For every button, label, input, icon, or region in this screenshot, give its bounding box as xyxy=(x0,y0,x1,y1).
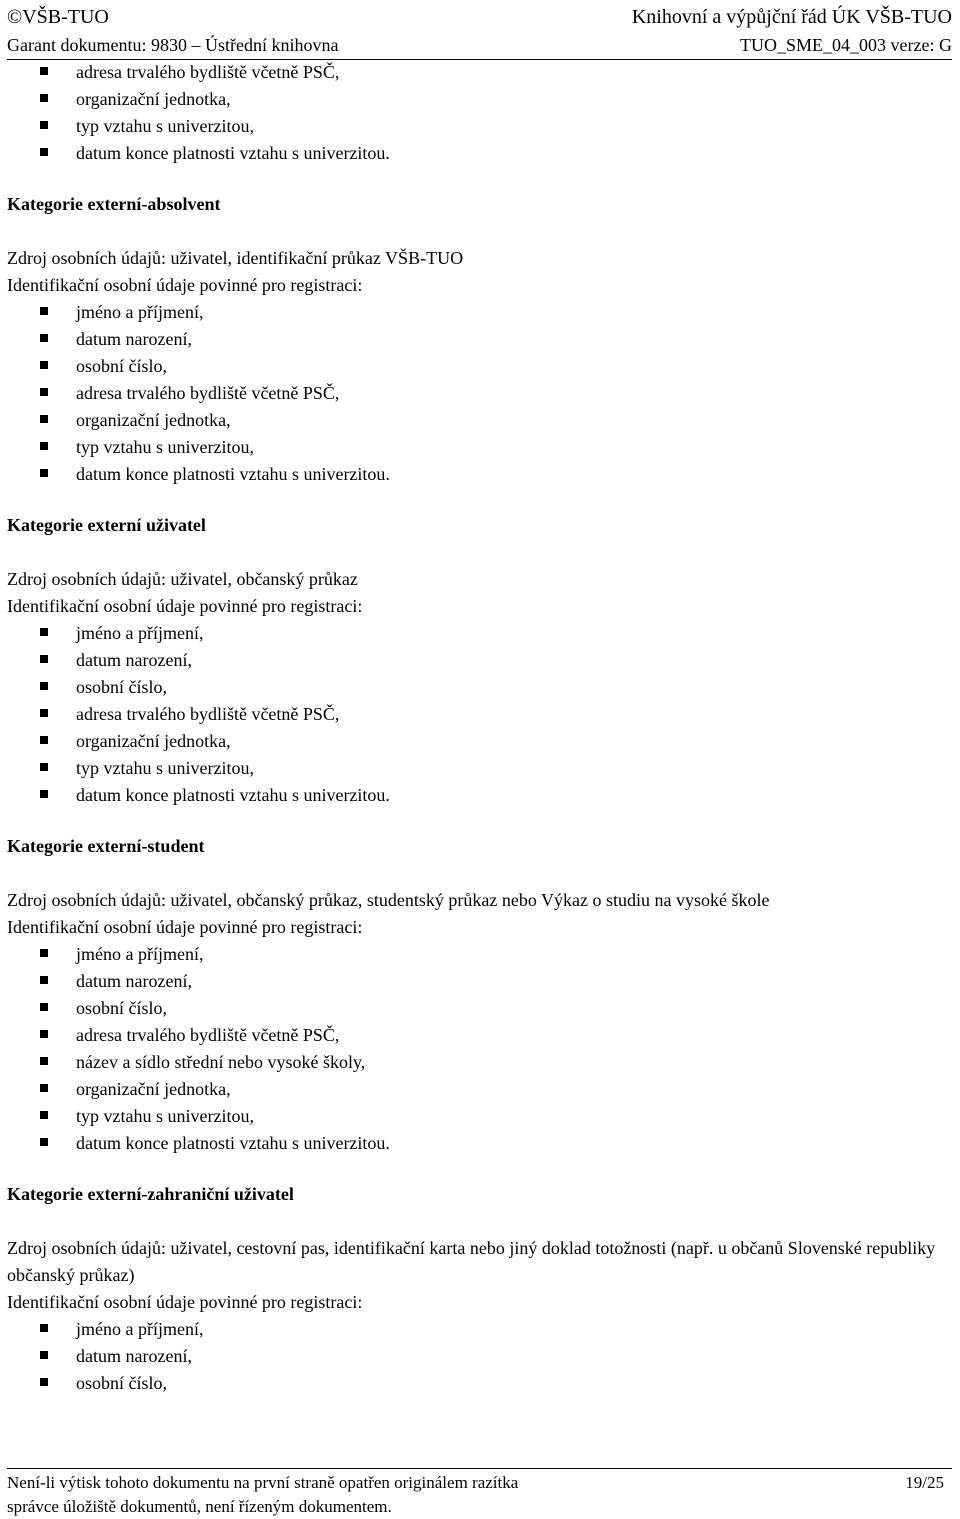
square-bullet-icon xyxy=(40,655,48,663)
footer-notice-line2: správce úložiště dokumentů, není řízeným dokumentem. xyxy=(7,1497,392,1516)
square-bullet-icon xyxy=(40,790,48,798)
list-item: adresa trvalého bydliště včetně PSČ, xyxy=(7,701,952,728)
list-item: organizační jednotka, xyxy=(7,407,952,434)
square-bullet-icon xyxy=(40,1003,48,1011)
square-bullet-icon xyxy=(40,148,48,156)
square-bullet-icon xyxy=(40,121,48,129)
list-item: adresa trvalého bydliště včetně PSČ, xyxy=(7,380,952,407)
category-required: Identifikační osobní údaje povinné pro registraci: xyxy=(7,275,363,295)
list-item: typ vztahu s univerzitou, xyxy=(7,755,952,782)
category-heading: Kategorie externí uživatel xyxy=(7,515,206,535)
category-required: Identifikační osobní údaje povinné pro registraci: xyxy=(7,917,363,937)
list-item: jméno a příjmení, xyxy=(7,1316,952,1343)
list-item: datum konce platnosti vztahu s univerzitou. xyxy=(7,1130,952,1157)
square-bullet-icon xyxy=(40,763,48,771)
category-source: Zdroj osobních údajů: uživatel, identifikační průkaz VŠB-TUO xyxy=(7,248,464,268)
list-item: organizační jednotka, xyxy=(7,86,952,113)
footer-rule xyxy=(7,1468,952,1469)
list-item: organizační jednotka, xyxy=(7,1076,952,1103)
continued-list xyxy=(7,59,952,167)
square-bullet-icon xyxy=(40,1138,48,1146)
list-item: datum narození, xyxy=(7,326,952,353)
square-bullet-icon xyxy=(40,976,48,984)
square-bullet-icon xyxy=(40,628,48,636)
square-bullet-icon xyxy=(40,307,48,315)
square-bullet-icon xyxy=(40,736,48,744)
list-item: osobní číslo, xyxy=(7,674,952,701)
square-bullet-icon xyxy=(40,1084,48,1092)
square-bullet-icon xyxy=(40,682,48,690)
square-bullet-icon xyxy=(40,709,48,717)
category-heading: Kategorie externí-student xyxy=(7,836,205,856)
category-items xyxy=(7,1316,952,1397)
list-item: jméno a příjmení, xyxy=(7,299,952,326)
category-heading: Kategorie externí-zahraniční uživatel xyxy=(7,1184,294,1204)
page-number: 19/25 xyxy=(905,1473,944,1492)
category-items xyxy=(7,941,952,1157)
list-item: datum narození, xyxy=(7,1343,952,1370)
page-header-left xyxy=(7,3,338,59)
list-item: datum konce platnosti vztahu s univerzitou. xyxy=(7,461,952,488)
list-item: jméno a příjmení, xyxy=(7,620,952,647)
list-item: jméno a příjmení, xyxy=(7,941,952,968)
square-bullet-icon xyxy=(40,949,48,957)
square-bullet-icon xyxy=(40,334,48,342)
square-bullet-icon xyxy=(40,469,48,477)
document-guarantor: Garant dokumentu: 9830 – Ústřední knihovna xyxy=(7,35,339,55)
square-bullet-icon xyxy=(40,1351,48,1359)
category-source: Zdroj osobních údajů: uživatel, občanský průkaz, studentský průkaz nebo Výkaz o studiu na vysoké škole xyxy=(7,890,770,910)
square-bullet-icon xyxy=(40,1378,48,1386)
page-header-right xyxy=(632,3,952,59)
category-heading: Kategorie externí-absolvent xyxy=(7,194,221,214)
square-bullet-icon xyxy=(40,94,48,102)
list-item: adresa trvalého bydliště včetně PSČ, xyxy=(7,1022,952,1049)
document-body xyxy=(7,59,952,1397)
list-item: typ vztahu s univerzitou, xyxy=(7,434,952,461)
square-bullet-icon xyxy=(40,1057,48,1065)
square-bullet-icon xyxy=(40,361,48,369)
list-item: typ vztahu s univerzitou, xyxy=(7,113,952,140)
square-bullet-icon xyxy=(40,1324,48,1332)
square-bullet-icon xyxy=(40,388,48,396)
list-item: typ vztahu s univerzitou, xyxy=(7,1103,952,1130)
footer-notice-line1: Není-li výtisk tohoto dokumentu na první straně opatřen originálem razítka xyxy=(7,1473,519,1492)
category-source: Zdroj osobních údajů: uživatel, občanský průkaz xyxy=(7,569,358,589)
list-item: název a sídlo střední nebo vysoké školy, xyxy=(7,1049,952,1076)
square-bullet-icon xyxy=(40,67,48,75)
copyright-label: ©VŠB-TUO xyxy=(7,6,109,28)
document-code: TUO_SME_04_003 verze: G xyxy=(740,35,952,55)
list-item: adresa trvalého bydliště včetně PSČ, xyxy=(7,59,952,86)
category-items xyxy=(7,299,952,488)
list-item: datum narození, xyxy=(7,968,952,995)
square-bullet-icon xyxy=(40,442,48,450)
list-item: osobní číslo, xyxy=(7,995,952,1022)
category-required: Identifikační osobní údaje povinné pro registraci: xyxy=(7,596,363,616)
list-item: datum narození, xyxy=(7,647,952,674)
category-required: Identifikační osobní údaje povinné pro registraci: xyxy=(7,1292,363,1312)
list-item: osobní číslo, xyxy=(7,353,952,380)
square-bullet-icon xyxy=(40,1030,48,1038)
list-item: datum konce platnosti vztahu s univerzitou. xyxy=(7,782,952,809)
document-title: Knihovní a výpůjční řád ÚK VŠB-TUO xyxy=(631,6,952,28)
list-item: datum konce platnosti vztahu s univerzitou. xyxy=(7,140,952,167)
square-bullet-icon xyxy=(40,415,48,423)
category-items xyxy=(7,620,952,809)
list-item: organizační jednotka, xyxy=(7,728,952,755)
square-bullet-icon xyxy=(40,1111,48,1119)
category-source: Zdroj osobních údajů: uživatel, cestovní pas, identifikační karta nebo jiný doklad totožnosti (např. u občanů Slovenské republiky občanský průkaz) xyxy=(7,1238,936,1285)
list-item: osobní číslo, xyxy=(7,1370,952,1397)
page-footer xyxy=(7,1471,944,1519)
